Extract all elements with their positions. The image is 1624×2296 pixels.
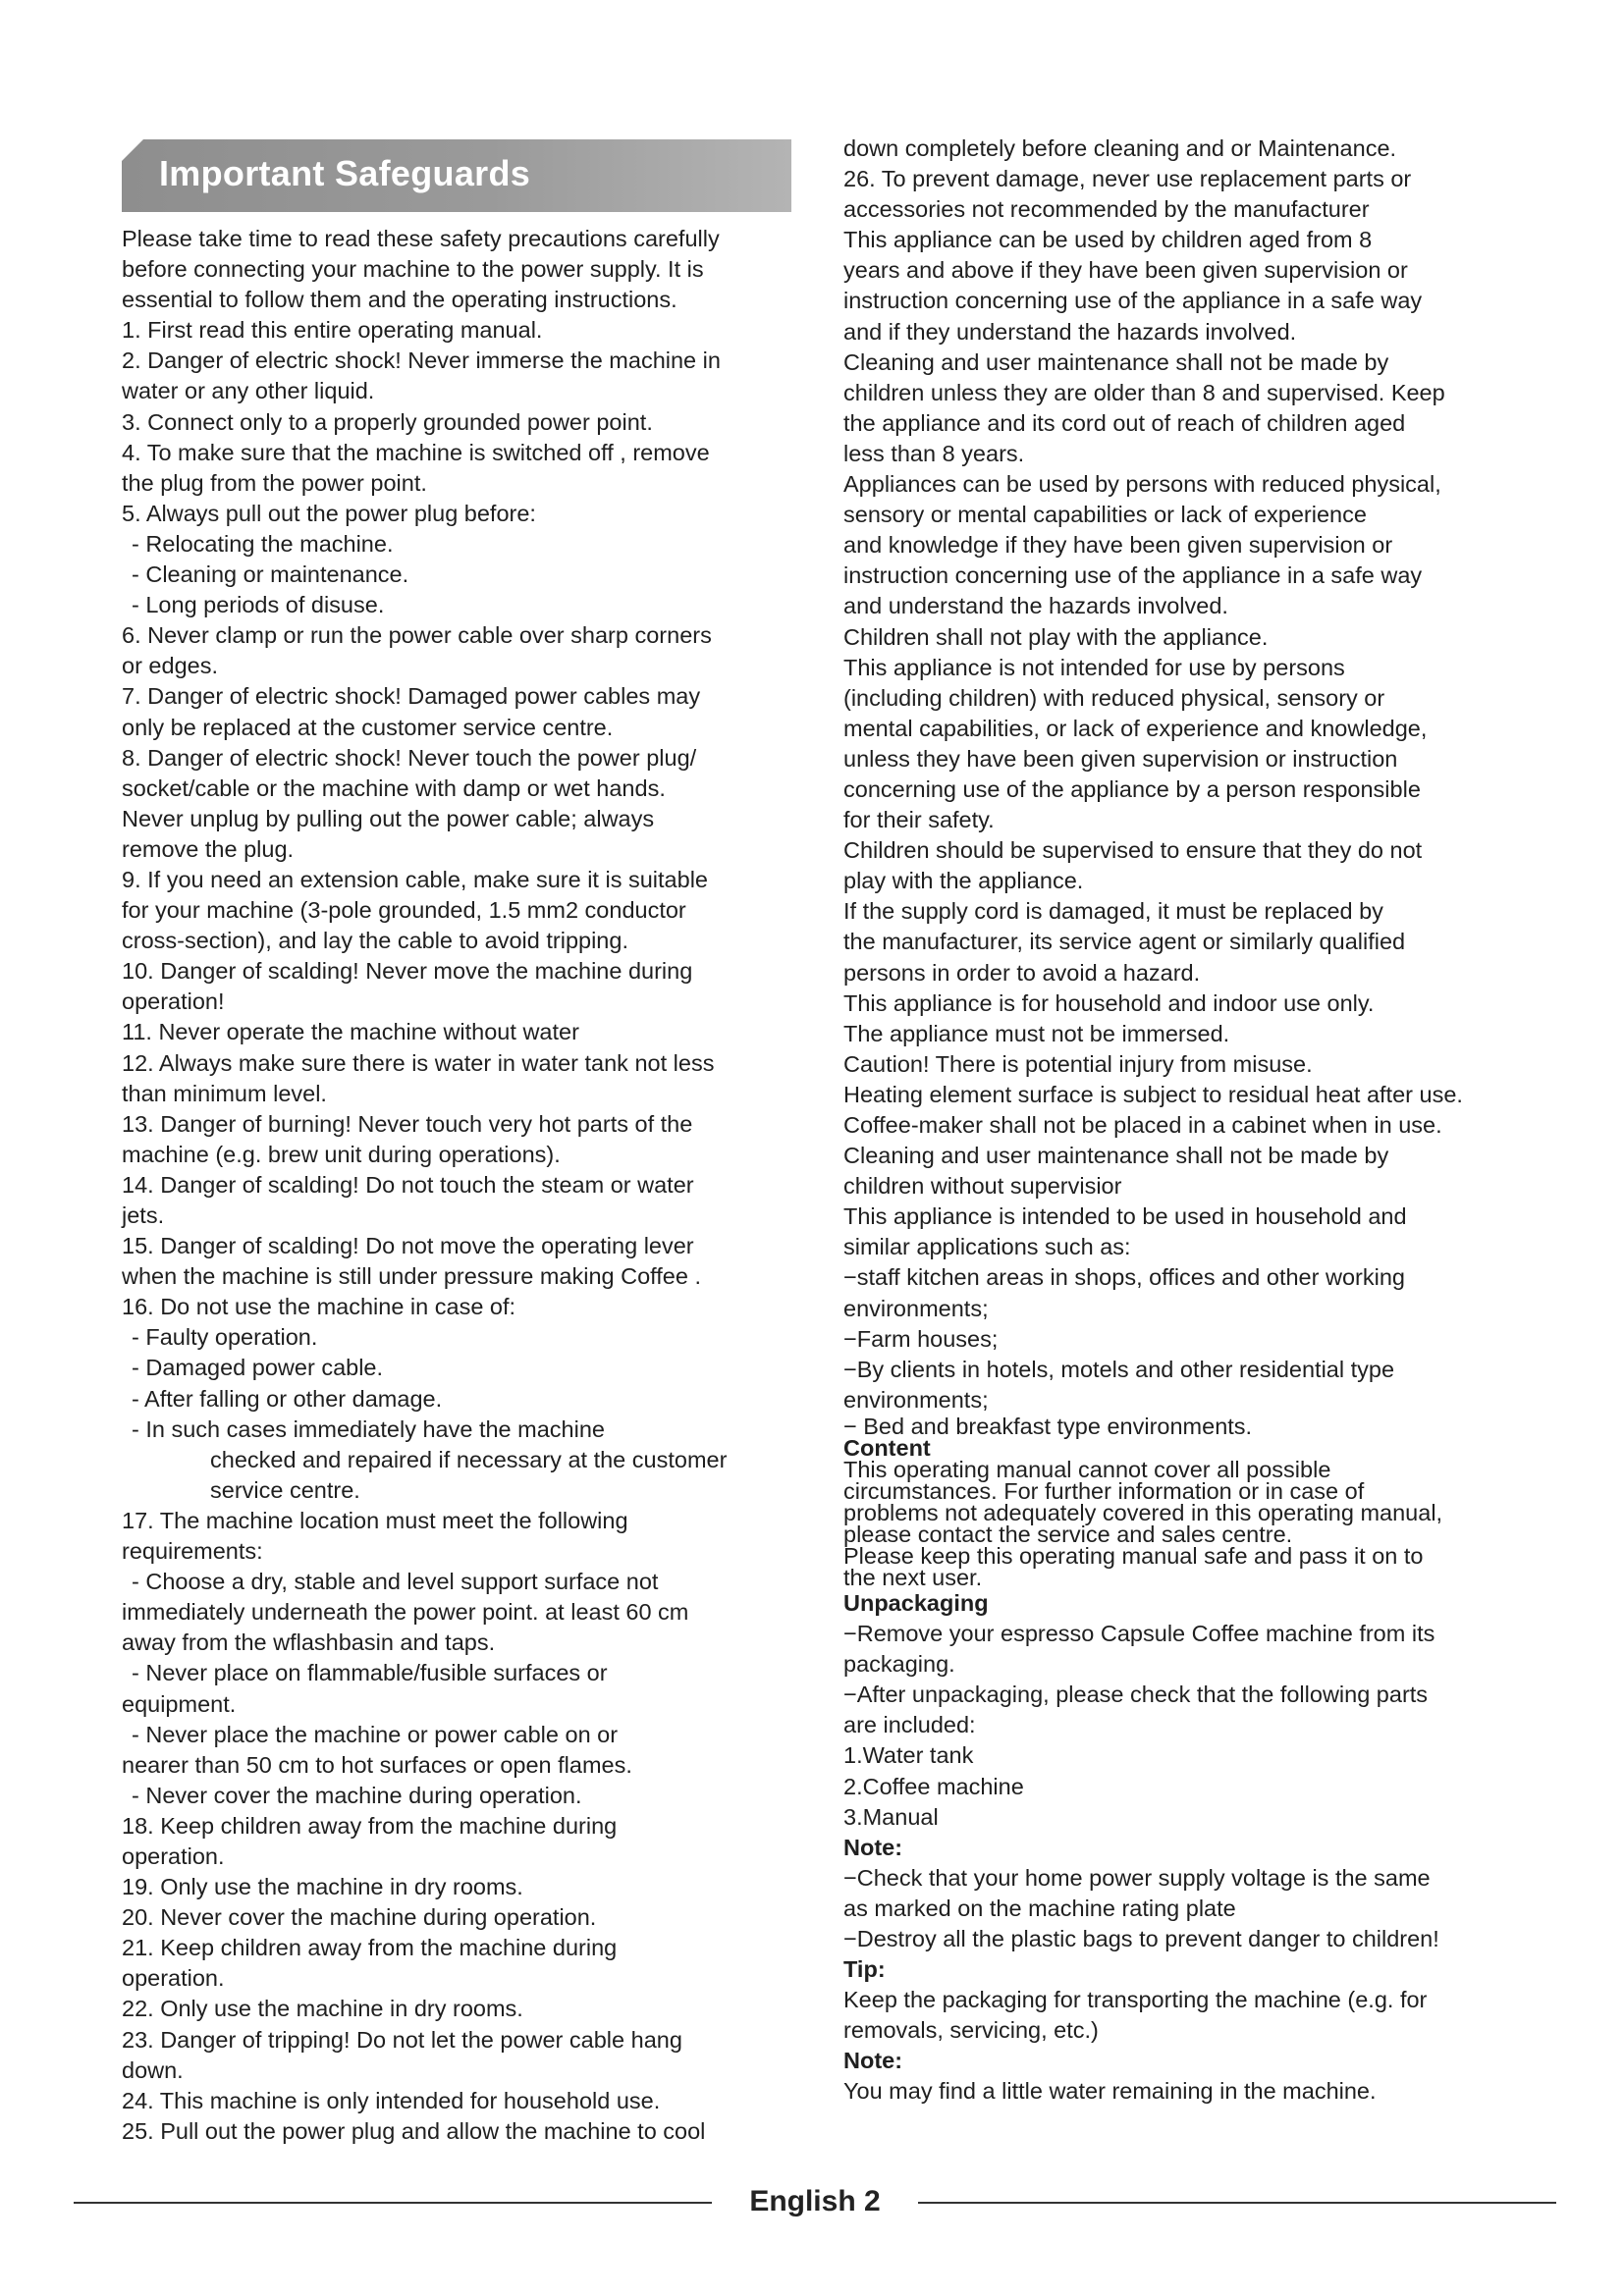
text-line: essential to follow them and the operating instructions. — [122, 287, 677, 313]
text-line: −Farm houses; — [843, 1325, 999, 1352]
text-line: 19. Only use the machine in dry rooms. — [122, 1874, 523, 1900]
text-line: This appliance can be used by children aged from 8 — [843, 227, 1373, 253]
text-line: - After falling or other damage. — [132, 1385, 443, 1412]
text-line: unless they have been given supervision or instruction — [843, 745, 1398, 772]
text-line: away from the wflashbasin and taps. — [122, 1629, 496, 1656]
text-line: You may find a little water remaining in the machine. — [843, 2078, 1377, 2105]
text-line: 22. Only use the machine in dry rooms. — [122, 1996, 523, 2022]
text-line: 23. Danger of tripping! Do not let the power cable hang — [122, 2026, 682, 2053]
text-line: Keep the packaging for transporting the machine (e.g. for — [843, 1987, 1428, 2013]
text-line: the appliance and its cord out of reach of children aged — [843, 409, 1406, 436]
text-line: - Cleaning or maintenance. — [132, 561, 409, 588]
text-line: 16. Do not use the machine in case of: — [122, 1294, 516, 1320]
text-line: cross-section), and lay the cable to avoid tripping. — [122, 928, 628, 954]
text-line: requirements: — [122, 1538, 263, 1565]
text-line: for their safety. — [843, 807, 995, 833]
text-line: are included: — [843, 1712, 976, 1738]
text-line: This appliance is intended to be used in household and — [843, 1203, 1407, 1230]
text-line: 3.Manual — [843, 1803, 939, 1830]
text-line: years and above if they have been given supervision or — [843, 257, 1408, 284]
text-line: or edges. — [122, 653, 218, 679]
text-line: − Bed and breakfast type environments. — [843, 1413, 1253, 1439]
text-line: - Damaged power cable. — [132, 1355, 384, 1381]
text-line: children unless they are older than 8 and supervised. Keep — [843, 379, 1445, 405]
text-line: 18. Keep children away from the machine during — [122, 1812, 618, 1839]
text-line: and understand the hazards involved. — [843, 593, 1228, 619]
text-line: - Never place the machine or power cable on or — [132, 1721, 619, 1747]
text-line: - Choose a dry, stable and level support surface not — [132, 1569, 659, 1595]
text-line: water or any other liquid. — [122, 378, 375, 404]
text-line: please contact the service and sales centre. — [843, 1521, 1293, 1547]
text-line: Cleaning and user maintenance shall not be made by — [843, 1143, 1389, 1169]
text-line: and if they understand the hazards involved. — [843, 318, 1297, 345]
text-line: Cleaning and user maintenance shall not be made by — [843, 348, 1389, 375]
text-line: This operating manual cannot cover all possible — [843, 1456, 1331, 1482]
section-heading-content: Content — [843, 1434, 931, 1461]
text-line: The appliance must not be immersed. — [843, 1020, 1230, 1046]
text-line: −Destroy all the plastic bags to prevent danger to children! — [843, 1925, 1439, 1951]
text-line: 2. Danger of electric shock! Never immerse the machine in — [122, 347, 721, 374]
text-line: instruction concerning use of the appliance in a safe way — [843, 288, 1423, 314]
text-line: the next user. — [843, 1564, 983, 1590]
text-line: jets. — [122, 1202, 165, 1228]
text-line: environments; — [843, 1295, 989, 1321]
text-line: operation. — [122, 1965, 225, 1992]
text-line: concerning use of the appliance by a person responsible — [843, 775, 1421, 802]
text-line: remove the plug. — [122, 835, 295, 862]
text-line: 21. Keep children away from the machine during — [122, 1935, 618, 1961]
text-line: −By clients in hotels, motels and other residential type — [843, 1356, 1395, 1382]
text-line: Please keep this operating manual safe and pass it on to — [843, 1542, 1424, 1569]
text-line: 11. Never operate the machine without water — [122, 1019, 579, 1045]
text-line: Never unplug by pulling out the power cable; always — [122, 805, 655, 831]
text-line: Heating element surface is subject to residual heat after use. — [843, 1081, 1463, 1107]
text-line: 8. Danger of electric shock! Never touch the power plug/ — [122, 744, 697, 771]
text-line: packaging. — [843, 1651, 955, 1678]
text-line: instruction concerning use of the appliance in a safe way — [843, 562, 1423, 589]
text-line: only be replaced at the customer service centre. — [122, 714, 614, 740]
text-line: Please take time to read these safety precautions carefully — [122, 226, 720, 251]
text-line: when the machine is still under pressure making Coffee . — [122, 1263, 701, 1290]
text-line: similar applications such as: — [843, 1234, 1131, 1260]
text-line: and knowledge if they have been given supervision or — [843, 532, 1393, 559]
text-line: −Check that your home power supply voltage is the same — [843, 1864, 1431, 1891]
text-line: - Never cover the machine during operation. — [132, 1782, 582, 1808]
text-line: less than 8 years. — [843, 440, 1025, 466]
text-line: than minimum level. — [122, 1080, 327, 1106]
text-line: play with the appliance. — [843, 868, 1084, 894]
text-line: operation! — [122, 988, 225, 1015]
text-line: 4. To make sure that the machine is switched off , remove — [122, 439, 710, 465]
text-line: - In such cases immediately have the machine — [132, 1415, 605, 1442]
text-line: 24. This machine is only intended for household use. — [122, 2087, 661, 2113]
text-line: 13. Danger of burning! Never touch very hot parts of the — [122, 1110, 693, 1137]
text-line: down completely before cleaning and or Maintenance. — [843, 135, 1397, 161]
section-heading-unpackaging: Unpackaging — [843, 1589, 989, 1616]
text-line: 17. The machine location must meet the following — [122, 1507, 628, 1533]
section-header-banner — [122, 139, 791, 212]
text-line: sensory or mental capabilities or lack of experience — [843, 502, 1367, 528]
text-line: operation. — [122, 1842, 225, 1869]
text-line: 26. To prevent damage, never use replacement parts or — [843, 166, 1412, 192]
text-line: - Long periods of disuse. — [132, 592, 385, 618]
text-line: mental capabilities, or lack of experience and knowledge, — [843, 715, 1428, 741]
text-line: as marked on the machine rating plate — [843, 1895, 1236, 1921]
text-line: the manufacturer, its service agent or similarly qualified — [843, 929, 1406, 955]
text-line: accessories not recommended by the manufacturer — [843, 196, 1370, 223]
text-line: socket/cable or the machine with damp or wet hands. — [122, 774, 666, 801]
text-line: 1.Water tank — [843, 1742, 974, 1769]
text-line: 25. Pull out the power plug and allow the machine to cool — [122, 2117, 706, 2144]
footer-divider-left — [74, 2202, 712, 2204]
footer-divider-right — [918, 2202, 1556, 2204]
text-line: children without supervisior — [843, 1173, 1122, 1200]
text-line: 20. Never cover the machine during operation. — [122, 1904, 597, 1931]
text-line: service centre. — [210, 1476, 360, 1503]
section-title: Important Safeguards — [159, 153, 531, 193]
text-line: −Remove your espresso Capsule Coffee machine from its — [843, 1621, 1435, 1647]
text-line: Caution! There is potential injury from misuse. — [843, 1050, 1313, 1077]
text-line: 5. Always pull out the power plug before: — [122, 500, 536, 526]
section-heading-note: Note: — [843, 2048, 903, 2074]
text-line: This appliance is for household and indoor use only. — [843, 989, 1375, 1016]
text-line: 3. Connect only to a properly grounded power point. — [122, 408, 653, 435]
text-line: - Never place on flammable/fusible surfaces or — [132, 1660, 608, 1686]
text-line: circumstances. For further information or in case of — [843, 1477, 1365, 1504]
text-line: nearer than 50 cm to hot surfaces or open flames. — [122, 1751, 632, 1778]
text-line: 10. Danger of scalding! Never move the machine during — [122, 958, 693, 985]
text-line: machine (e.g. brew unit during operations). — [122, 1141, 561, 1167]
text-line: removals, servicing, etc.) — [843, 2017, 1099, 2044]
text-line: persons in order to avoid a hazard. — [843, 959, 1201, 986]
text-line: Coffee-maker shall not be placed in a cabinet when in use. — [843, 1112, 1442, 1138]
text-line: If the supply cord is damaged, it must be replaced by — [843, 898, 1383, 925]
text-line: the plug from the power point. — [122, 469, 427, 496]
text-line: 12. Always make sure there is water in water tank not less — [122, 1049, 715, 1076]
text-line: 14. Danger of scalding! Do not touch the steam or water — [122, 1171, 694, 1198]
text-line: 1. First read this entire operating manual. — [122, 317, 543, 344]
text-line: This appliance is not intended for use by persons — [843, 654, 1345, 680]
text-line: down. — [122, 2056, 184, 2083]
text-line: Children shall not play with the appliance. — [843, 623, 1269, 650]
text-line: 7. Danger of electric shock! Damaged power cables may — [122, 683, 701, 710]
text-line: - Faulty operation. — [132, 1324, 318, 1351]
page-number: English 2 — [749, 2185, 881, 2217]
text-line: immediately underneath the power point. at least 60 cm — [122, 1599, 689, 1626]
text-line: - Relocating the machine. — [132, 530, 394, 557]
text-line: Children should be supervised to ensure that they do not — [843, 837, 1423, 864]
text-line: checked and repaired if necessary at the customer — [210, 1446, 728, 1472]
text-line: equipment. — [122, 1690, 237, 1717]
text-line: −After unpackaging, please check that the following parts — [843, 1682, 1429, 1708]
text-line: 15. Danger of scalding! Do not move the operating lever — [122, 1233, 694, 1259]
text-line: environments; — [843, 1386, 989, 1413]
section-heading-tip: Tip: — [843, 1956, 886, 1983]
text-line: problems not adequately covered in this operating manual, — [843, 1499, 1443, 1525]
left-column — [122, 224, 799, 2147]
text-line: Appliances can be used by persons with reduced physical, — [843, 471, 1441, 498]
text-line: 6. Never clamp or run the power cable over sharp corners — [122, 622, 712, 649]
text-line: −staff kitchen areas in shops, offices and other working — [843, 1264, 1405, 1291]
right-column — [843, 133, 1521, 2108]
text-line: 9. If you need an extension cable, make sure it is suitable — [122, 866, 708, 892]
text-line: before connecting your machine to the power supply. It is — [122, 256, 704, 283]
text-line: for your machine (3-pole grounded, 1.5 mm2 conductor — [122, 897, 686, 924]
section-heading-note: Note: — [843, 1834, 903, 1860]
text-line: 2.Coffee machine — [843, 1773, 1024, 1799]
text-line: (including children) with reduced physical, sensory or — [843, 684, 1385, 711]
